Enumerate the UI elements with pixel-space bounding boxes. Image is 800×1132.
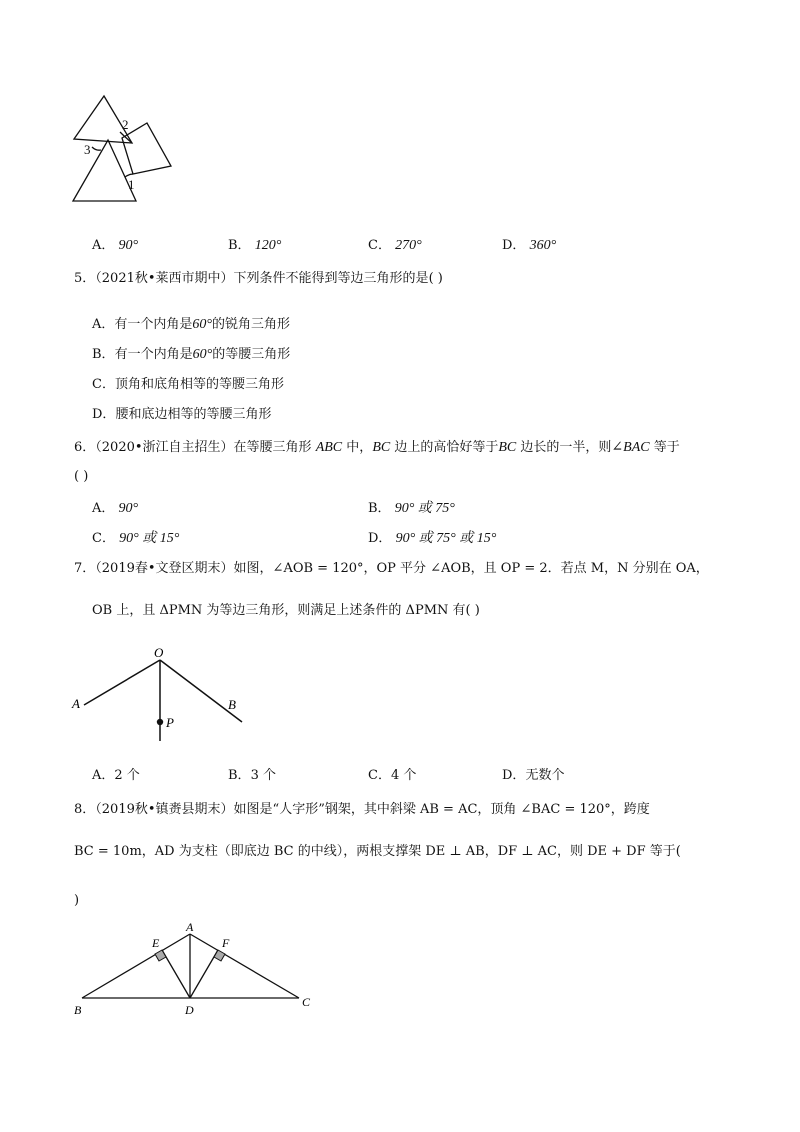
q5-option-a: A．有一个内角是60°的锐角三角形 bbox=[92, 317, 291, 332]
q7-option-a: A．2 个 bbox=[92, 768, 140, 783]
q4-option-d: D． 360° bbox=[502, 238, 557, 253]
q4-option-b: B． 120° bbox=[228, 238, 282, 253]
q4-right-triangle bbox=[122, 123, 171, 174]
q8-label-f: F bbox=[222, 936, 230, 950]
q7-ray-ob bbox=[160, 660, 242, 722]
q8-label-b: B bbox=[74, 1003, 82, 1017]
q4-bottom-triangle bbox=[73, 140, 136, 201]
q7-stem-line1: 7．（2019春•文登区期末）如图，∠AOB = 120°，OP 平分 ∠AOB，且 OP = 2．若点 M，N 分别在 OA， bbox=[74, 561, 709, 576]
q6-option-b: B． 90° 或 75° bbox=[368, 501, 455, 516]
q6-stem: 6．（2020•浙江自主招生）在等腰三角形 ABC 中，BC 边上的高恰好等于BC 边长的一半，则∠BAC 等于 bbox=[74, 440, 680, 455]
q7-angle-figure bbox=[68, 644, 258, 748]
q6-option-a: A． 90° bbox=[92, 501, 139, 516]
q8-bracket-close: ) bbox=[74, 893, 80, 908]
q5-option-d: D．腰和底边相等的等腰三角形 bbox=[92, 407, 272, 422]
q8-label-d: D bbox=[185, 1003, 194, 1017]
q8-right-angle-mark-e bbox=[155, 950, 166, 961]
q5-option-b: B．有一个内角是60°的等腰三角形 bbox=[92, 347, 291, 362]
q4-option-a: A． 90° bbox=[92, 238, 139, 253]
q7-label-b: B bbox=[228, 697, 236, 712]
q8-label-c: C bbox=[302, 995, 311, 1009]
q8-label-a: A bbox=[186, 920, 194, 934]
q7-option-b: B．3 个 bbox=[228, 768, 276, 783]
q8-truss-figure bbox=[70, 920, 320, 1020]
q7-label-a: A bbox=[72, 696, 80, 711]
q7-label-o: O bbox=[154, 645, 164, 660]
q6-option-d: D． 90° 或 75° 或 15° bbox=[368, 531, 497, 546]
q4-option-c: C． 270° bbox=[368, 238, 422, 253]
q8-stem-line1: 8．（2019秋•镇赉县期末）如图是“人字形”钢架，其中斜梁 AB = AC，顶角 ∠BAC = 120°，跨度 bbox=[74, 802, 650, 817]
q8-stem-line2: BC = 10m，AD 为支柱（即底边 BC 的中线），两根支撑架 DE ⊥ AB，DF ⊥ AC，则 DE + DF 等于( bbox=[74, 844, 681, 859]
q8-beam-ab bbox=[82, 934, 190, 998]
q5-stem: 5．（2021秋•莱西市期中）下列条件不能得到等边三角形的是( ) bbox=[74, 271, 443, 286]
q7-point-p bbox=[157, 719, 163, 725]
q4-angle-label-2: 2 bbox=[122, 117, 129, 132]
q8-label-e: E bbox=[152, 936, 160, 950]
q6-option-c: C． 90° 或 15° bbox=[92, 531, 180, 546]
q4-triangles-figure bbox=[70, 92, 180, 204]
q4-angle-label-3: 3 bbox=[84, 142, 91, 157]
q6-bracket: ( ) bbox=[74, 469, 89, 484]
q7-stem-line2: OB 上，且 ΔPMN 为等边三角形，则满足上述条件的 ΔPMN 有( ) bbox=[92, 603, 480, 618]
q7-label-p: P bbox=[166, 715, 174, 730]
q5-option-c: C．顶角和底角相等的等腰三角形 bbox=[92, 377, 284, 392]
q8-beam-ac bbox=[190, 934, 299, 998]
q7-option-d: D．无数个 bbox=[502, 768, 565, 783]
q7-option-c: C．4 个 bbox=[368, 768, 417, 783]
q8-right-angle-mark-f bbox=[214, 950, 225, 961]
q4-angle-label-1: 1 bbox=[128, 177, 135, 192]
q7-ray-oa bbox=[84, 660, 160, 705]
